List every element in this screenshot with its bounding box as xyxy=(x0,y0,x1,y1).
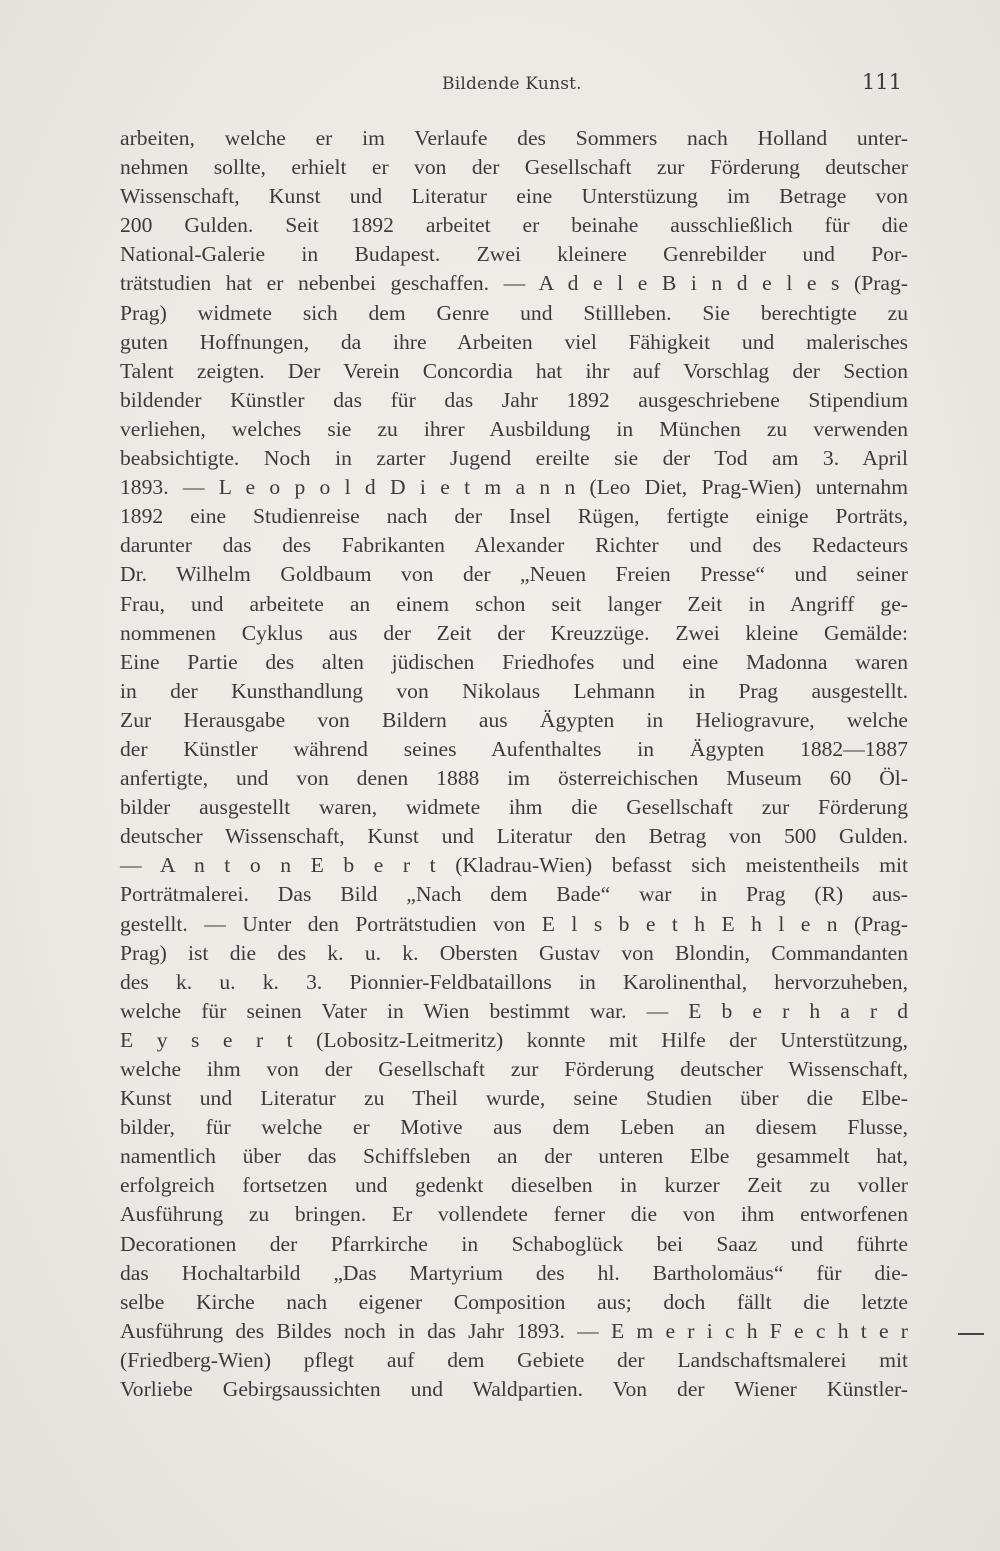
text-line: Dr. Wilhelm Goldbaum von der „Neuen Freien Presse“ und seiner xyxy=(120,562,908,587)
text-line: beabsichtigte. Noch in zarter Jugend ereilte sie der Tod am 3. April xyxy=(120,446,908,471)
text-line: verliehen, welches sie zu ihrer Ausbildung in München zu verwenden xyxy=(120,416,908,441)
text-line: Eine Partie des alten jüdischen Friedhofes und eine Madonna waren xyxy=(120,649,908,674)
text-line: Ausführung des Bildes noch in das Jahr 1893. — E m e r i c h F e c h t e r xyxy=(120,1318,908,1343)
text-line: E y s e r t (Lobositz-Leitmeritz) konnte mit Hilfe der Unterstützung, xyxy=(120,1027,908,1052)
text-line: bildender Künstler das für das Jahr 1892 ausgeschriebene Stipendium xyxy=(120,387,908,412)
text-line: selbe Kirche nach eigener Composition aus; doch fällt die letzte xyxy=(120,1289,908,1314)
text-line: Vorliebe Gebirgsaussichten und Waldpartien. Von der Wiener Künstler- xyxy=(120,1377,908,1402)
text-line: bilder ausgestellt waren, widmete ihm die Gesellschaft zur Förderung xyxy=(120,795,908,820)
text-line: nehmen sollte, erhielt er von der Gesellschaft zur Förderung deutscher xyxy=(120,155,908,180)
text-line: darunter das des Fabrikanten Alexander Richter und des Redacteurs xyxy=(120,533,908,558)
text-line: 200 Gulden. Seit 1892 arbeitet er beinahe ausschließlich für die xyxy=(120,213,908,238)
text-line: Decorationen der Pfarrkirche in Schaboglück bei Saaz und führte xyxy=(120,1231,908,1256)
text-line: gestellt. — Unter den Porträtstudien von E l s b e t h E h l e n (Prag- xyxy=(120,911,908,936)
text-line: das Hochaltarbild „Das Martyrium des hl. Bartholomäus“ für die- xyxy=(120,1260,908,1285)
text-line: bilder, für welche er Motive aus dem Leben an diesem Flusse, xyxy=(120,1115,908,1140)
text-line: in der Kunsthandlung von Nikolaus Lehmann in Prag ausgestellt. xyxy=(120,678,908,703)
text-line: namentlich über das Schiffsleben an der unteren Elbe gesammelt hat, xyxy=(120,1144,908,1169)
text-line: arbeiten, welche er im Verlaufe des Sommers nach Holland unter- xyxy=(120,126,908,150)
text-line: des k. u. k. 3. Pionnier-Feldbataillons in Karolinenthal, hervorzuheben, xyxy=(120,969,908,994)
text-line: Porträtmalerei. Das Bild „Nach dem Bade“ war in Prag (R) aus- xyxy=(120,882,908,907)
text-line: Talent zeigten. Der Verein Concordia hat ihr auf Vorschlag der Section xyxy=(120,358,908,383)
margin-dash-mark xyxy=(958,1333,984,1335)
text-line: welche für seinen Vater in Wien bestimmt war. — E b e r h a r d xyxy=(120,998,908,1023)
text-line: Prag) ist die des k. u. k. Obersten Gustav von Blondin, Commandanten xyxy=(120,940,908,965)
text-line: Prag) widmete sich dem Genre und Stillleben. Sie berechtigte zu xyxy=(120,300,908,325)
text-line: welche ihm von der Gesellschaft zur Förderung deutscher Wissenschaft, xyxy=(120,1057,908,1081)
running-title: Bildende Kunst. xyxy=(442,74,582,94)
text-line: Zur Herausgabe von Bildern aus Ägypten in Heliogravure, welche xyxy=(120,707,908,732)
text-line: deutscher Wissenschaft, Kunst und Literatur den Betrag von 500 Gulden. xyxy=(120,824,908,849)
body-text xyxy=(120,124,908,1404)
text-line: nommenen Cyklus aus der Zeit der Kreuzzüge. Zwei kleine Gemälde: xyxy=(120,620,908,645)
text-line: 1892 eine Studienreise nach der Insel Rügen, fertigte einige Porträts, xyxy=(120,504,908,529)
text-line: erfolgreich fortsetzen und gedenkt dieselben in kurzer Zeit zu voller xyxy=(120,1173,908,1198)
text-line: (Friedberg-Wien) pflegt auf dem Gebiete der Landschaftsmalerei mit xyxy=(120,1347,908,1372)
text-line: trätstudien hat er nebenbei geschaffen. — A d e l e B i n d e l e s (Prag- xyxy=(120,271,908,296)
text-line: Ausführung zu bringen. Er vollendete ferner die von ihm entworfenen xyxy=(120,1202,908,1227)
text-line: Frau, und arbeitete an einem schon seit langer Zeit in Angriff ge- xyxy=(120,591,908,616)
text-line: 1893. — L e o p o l d D i e t m a n n (Leo Diet, Prag-Wien) unternahm xyxy=(120,475,908,500)
text-line: Kunst und Literatur zu Theil wurde, seine Studien über die Elbe- xyxy=(120,1086,908,1111)
text-line: der Künstler während seines Aufenthaltes in Ägypten 1882—1887 xyxy=(120,736,908,761)
text-line: — A n t o n E b e r t (Kladrau-Wien) befasst sich meistentheils mit xyxy=(120,853,908,878)
running-header xyxy=(120,68,902,100)
text-line: guten Hoffnungen, da ihre Arbeiten viel Fähigkeit und malerisches xyxy=(120,329,908,354)
page-number: 111 xyxy=(861,70,902,94)
text-line: National-Galerie in Budapest. Zwei kleinere Genrebilder und Por- xyxy=(120,242,908,267)
text-line: Wissenschaft, Kunst und Literatur eine Unterstüzung im Betrage von xyxy=(120,184,908,209)
text-line: anfertigte, und von denen 1888 im österreichischen Museum 60 Öl- xyxy=(120,766,908,791)
